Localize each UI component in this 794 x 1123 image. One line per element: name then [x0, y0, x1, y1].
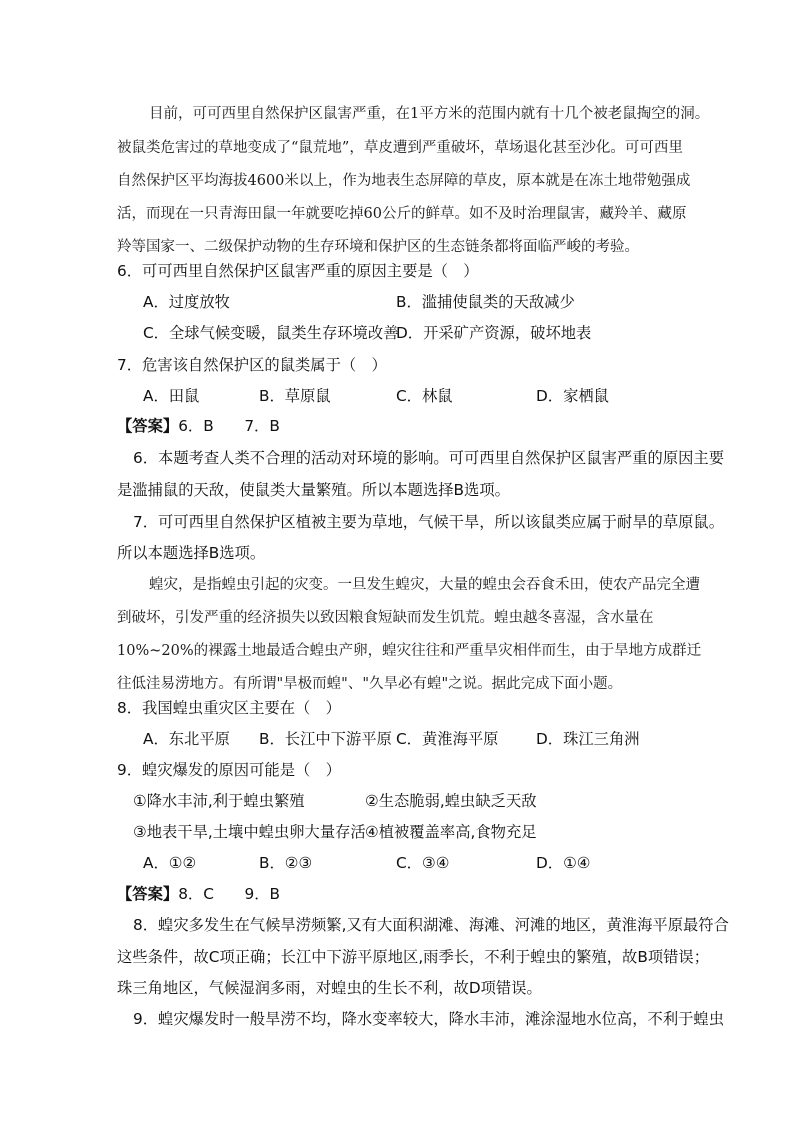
question-7-option-c: C．林鼠: [396, 387, 453, 405]
passage-line: 活，而现在一只青海田鼠一年就要吃掉60公斤的鲜草。如不及时治理鼠害，藏羚羊、藏原: [117, 206, 687, 222]
passage-line: 蝗灾，是指蝗虫引起的灾变。一旦发生蝗灾，大量的蝗虫会吞食禾田，使农产品完全遭: [149, 577, 700, 593]
question-7-option-a: A．田鼠: [143, 387, 200, 405]
answer-label: 【答案】: [117, 417, 179, 435]
question-9-option-c: C．③④: [396, 854, 450, 872]
explanation-line: 是滥捕鼠的天敌，使鼠类大量繁殖。所以本题选择B选项。: [117, 481, 510, 499]
answer-text: 8．C 9．B: [178, 885, 281, 903]
passage-line: 10%~20%的裸露土地最适合蝗虫产卵，蝗灾往往和严重旱灾相伴而生，由于旱地方成群迁: [117, 643, 702, 659]
passage-line: 自然保护区平均海拔4600米以上，作为地表生态屏障的草皮，原本就是在冻土地带勉强成: [117, 173, 691, 189]
question-7-option-b: B．草原鼠: [259, 387, 331, 405]
explanation-line: 9．蝗灾爆发时一般旱涝不均，降水变率较大，降水丰沛，滩涂湿地水位高，不利于蝗虫: [133, 1010, 725, 1028]
question-6-option-a: A．过度放牧: [143, 293, 230, 311]
explanation-line: 7．可可西里自然保护区植被主要为草地，气候干旱，所以该鼠类应属于耐旱的草原鼠。: [133, 513, 725, 531]
explanation-line: 珠三角地区，气候湿润多雨，对蝗虫的生长不利，故D项错误。: [117, 979, 542, 997]
question-8-option-c: C．黄淮海平原: [396, 730, 499, 748]
question-9-option-b: B．②③: [259, 854, 313, 872]
question-9-option-d: D．①④: [536, 854, 591, 872]
question-8-option-d: D．珠江三角洲: [536, 730, 640, 748]
passage-line: 目前，可可西里自然保护区鼠害严重，在1平方米的范围内就有十几个被老鼠掏空的洞。: [149, 106, 710, 122]
question-8-option-a: A．东北平原: [143, 730, 230, 748]
question-9-statement-4: ④植被覆盖率高,食物充足: [365, 823, 537, 841]
passage-line: 到破坏，引发严重的经济损失以致因粮食短缺而发生饥荒。蝗虫越冬喜湿，含水量在: [117, 610, 654, 626]
question-6-stem: 6．可可西里自然保护区鼠害严重的原因主要是（ ）: [117, 262, 479, 280]
question-8-option-b: B．长江中下游平原: [259, 730, 392, 748]
question-9-stem: 9．蝗灾爆发的原因可能是（ ）: [117, 761, 341, 779]
explanation-line: 所以本题选择B选项。: [117, 544, 266, 562]
passage-line: 往低洼易涝地方。有所谓"旱极而蝗"、"久旱必有蝗"之说。据此完成下面小题。: [117, 676, 623, 692]
question-8-stem: 8．我国蝗虫重灾区主要在（ ）: [117, 699, 341, 717]
answer-block-1: [117, 414, 280, 436]
answer-label: 【答案】: [117, 885, 179, 903]
question-9-statement-2: ②生态脆弱,蝗虫缺乏天敌: [365, 792, 537, 810]
question-7-option-d: D．家栖鼠: [536, 387, 609, 405]
explanation-line: 8．蝗灾多发生在气候旱涝频繁,又有大面积湖滩、海滩、河滩的地区，黄淮海平原最符合: [133, 916, 729, 934]
question-7-stem: 7．危害该自然保护区的鼠类属于（ ）: [117, 356, 387, 374]
passage-line: 羚等国家一、二级保护动物的生存环境和保护区的生态链条都将面临严峻的考验。: [117, 239, 639, 255]
question-9-statement-3: ③地表干旱,土壤中蝗虫卵大量存活: [133, 823, 366, 841]
explanation-line: 这些条件，故C项正确；长江中下游平原地区,雨季长，不利于蝗虫的繁殖，故B项错误；: [117, 948, 710, 966]
question-6-option-c: C．全球气候变暖，鼠类生存环境改善: [143, 324, 399, 342]
question-6-option-b: B．滥捕使鼠类的天敌减少: [396, 293, 575, 311]
question-6-option-d: D．开采矿产资源，破坏地表: [396, 324, 592, 342]
answer-block-2: [117, 882, 280, 904]
passage-line: 被鼠类危害过的草地变成了“鼠荒地”，草皮遭到严重破坏，草场退化甚至沙化。可可西里: [117, 140, 683, 156]
question-9-option-a: A．①②: [143, 854, 197, 872]
answer-text: 6．B 7．B: [178, 417, 280, 435]
explanation-line: 6．本题考查人类不合理的活动对环境的影响。可可西里自然保护区鼠害严重的原因主要: [133, 449, 725, 467]
question-9-statement-1: ①降水丰沛,利于蝗虫繁殖: [133, 792, 305, 810]
